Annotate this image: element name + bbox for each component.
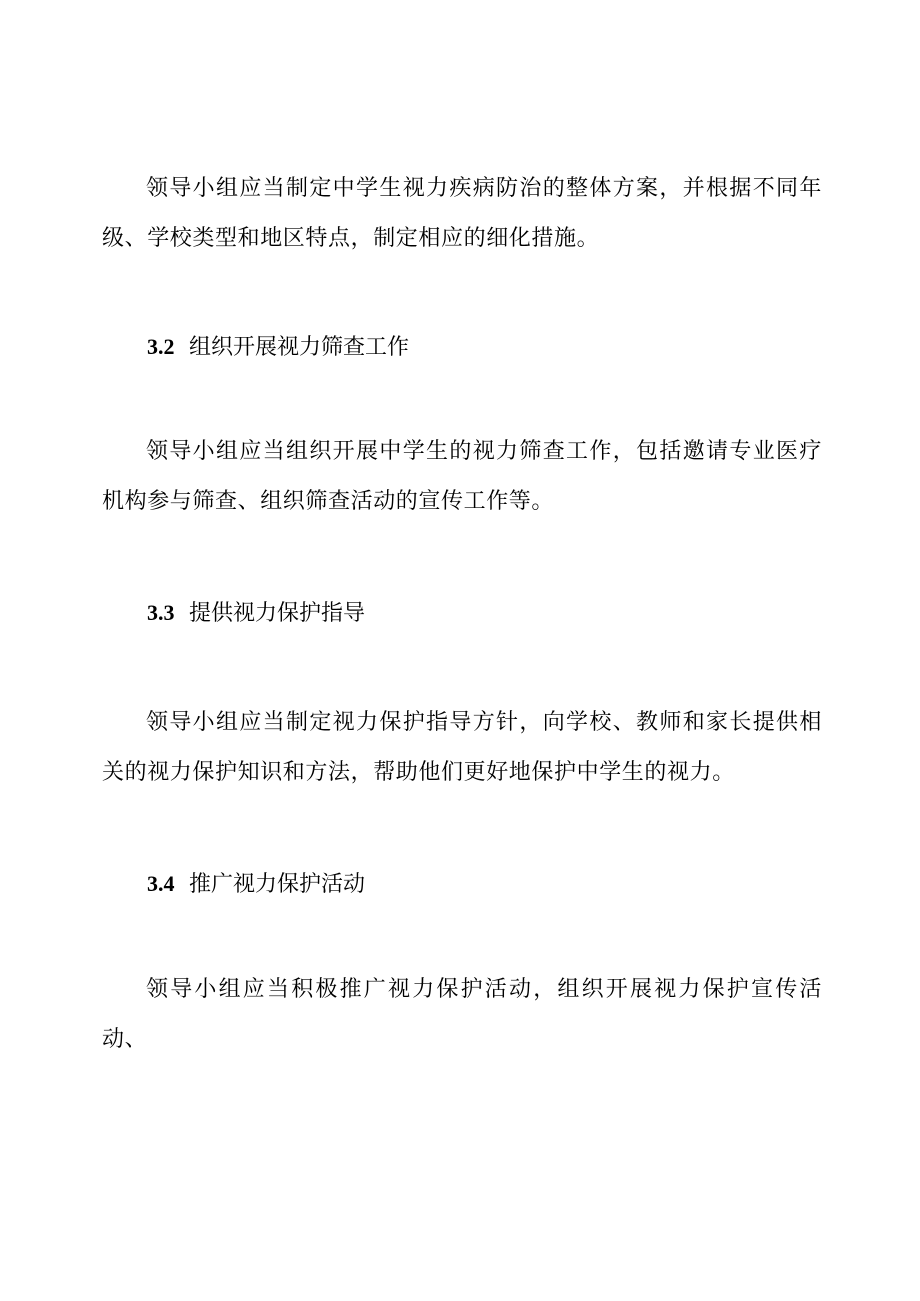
section-title: 提供视力保护指导 xyxy=(189,601,366,626)
section-number: 3.3 xyxy=(147,600,175,625)
section-heading-3-2 xyxy=(147,332,409,363)
section-title: 推广视力保护活动 xyxy=(189,872,366,897)
section-title: 组织开展视力筛查工作 xyxy=(189,335,410,360)
section-number: 3.4 xyxy=(147,871,175,896)
section-heading-3-4 xyxy=(147,869,365,900)
paragraph-intro: 领导小组应当制定中学生视力疾病防治的整体方案，并根据不同年级、学校类型和地区特点，制定相应的细化措施。 xyxy=(102,176,822,251)
paragraph-3-3: 领导小组应当制定视力保护指导方针，向学校、教师和家长提供相关的视力保护知识和方法，帮助他们更好地保护中学生的视力。 xyxy=(102,710,822,785)
section-number: 3.2 xyxy=(147,334,175,359)
section-heading-3-3 xyxy=(147,598,365,629)
paragraph-3-2: 领导小组应当组织开展中学生的视力筛查工作，包括邀请专业医疗机构参与筛查、组织筛查活动的宣传工作等。 xyxy=(102,439,822,514)
paragraph-3-4: 领导小组应当积极推广视力保护活动，组织开展视力保护宣传活动、 xyxy=(102,977,822,1052)
